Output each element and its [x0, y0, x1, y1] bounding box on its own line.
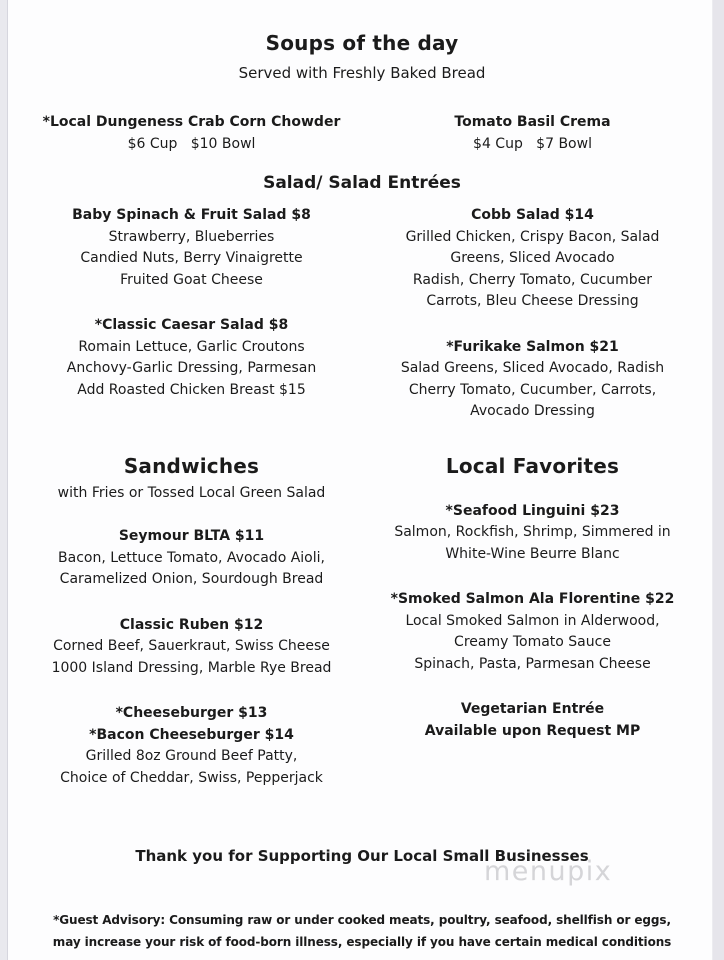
- soups-subtitle: Served with Freshly Baked Bread: [238, 64, 486, 82]
- menu-item-classic-ruben: [30, 615, 353, 680]
- menu-item-cheeseburger: [30, 703, 353, 789]
- item-name: *Furikake Salmon $21: [446, 338, 619, 355]
- menu-item-tomato-basil-crema: [371, 112, 694, 155]
- guest-advisory-line: may increase your risk of food-born illness, especially if you have certain medical conditions: [52, 935, 672, 949]
- menu-item-baby-spinach-salad: [30, 205, 353, 291]
- soups-title: Soups of the day: [265, 31, 459, 55]
- local-favorites-column: [371, 453, 694, 790]
- item-name: Baby Spinach & Fruit Salad $8: [72, 207, 311, 223]
- item-name: Available upon Request MP: [424, 722, 641, 739]
- guest-advisory: [30, 909, 694, 953]
- item-desc-line: Grilled Chicken, Crispy Bacon, Salad: [405, 228, 660, 245]
- salads-title: Salad/ Salad Entrées: [263, 173, 461, 193]
- item-desc-line: Cherry Tomato, Cucumber, Carrots,: [408, 381, 657, 398]
- item-desc-line: Greens, Sliced Avocado: [450, 250, 615, 266]
- item-name: Seymour BLTA $11: [118, 528, 265, 544]
- menu-item-seymour-blta: [30, 526, 353, 591]
- menu-item-vegetarian-entree: [371, 699, 694, 742]
- item-desc-line: Candied Nuts, Berry Vinaigrette: [80, 250, 303, 266]
- item-desc-line: Choice of Cheddar, Swiss, Pepperjack: [60, 769, 323, 786]
- item-name: Vegetarian Entrée: [460, 701, 605, 717]
- item-desc-line: Caramelized Onion, Sourdough Bread: [59, 571, 324, 587]
- sandwiches-column: [30, 453, 353, 790]
- menu-item-cobb-salad: [371, 205, 694, 313]
- item-desc-line: Add Roasted Chicken Breast $15: [77, 381, 306, 398]
- item-desc-line: Carrots, Bleu Cheese Dressing: [426, 293, 639, 309]
- salads-left-column: [30, 205, 353, 423]
- local-favorites-title: Local Favorites: [445, 453, 620, 478]
- item-name: Tomato Basil Crema: [454, 114, 611, 130]
- salads-right-column: [371, 205, 694, 423]
- item-price: $4 Cup $7 Bowl: [473, 135, 592, 152]
- item-price: $6 Cup $10 Bowl: [127, 135, 256, 152]
- item-desc-line: Local Smoked Salmon in Alderwood,: [405, 612, 660, 629]
- item-desc-line: Spinach, Pasta, Parmesan Cheese: [414, 655, 651, 672]
- soups-items: [30, 112, 694, 155]
- sandwiches-title: Sandwiches: [123, 453, 260, 478]
- item-desc-line: Creamy Tomato Sauce: [454, 634, 611, 650]
- item-desc-line: Bacon, Lettuce Tomato, Avocado Aioli,: [58, 549, 325, 566]
- item-desc-line: Corned Beef, Sauerkraut, Swiss Cheese: [53, 638, 330, 654]
- item-name: *Seafood Linguini $23: [445, 502, 620, 519]
- item-desc-line: Salad Greens, Sliced Avocado, Radish: [400, 360, 665, 376]
- item-desc-line: Romain Lettuce, Garlic Croutons: [78, 338, 305, 355]
- menu-item-crab-chowder: [30, 112, 353, 155]
- soups-section: [30, 30, 694, 155]
- item-desc-line: White-Wine Beurre Blanc: [445, 545, 620, 562]
- menu-item-seafood-linguini: [371, 501, 694, 566]
- item-name: *Bacon Cheeseburger $14: [89, 726, 294, 743]
- salads-section: [30, 171, 694, 423]
- item-desc-line: Anchovy-Garlic Dressing, Parmesan: [66, 360, 317, 376]
- menu-item-caesar-salad: [30, 315, 353, 401]
- item-name: *Classic Caesar Salad $8: [94, 317, 289, 333]
- menu-item-smoked-salmon-florentine: [371, 589, 694, 675]
- item-name: Cobb Salad $14: [471, 207, 594, 223]
- item-desc-line: Strawberry, Blueberries: [108, 228, 275, 245]
- menu-item-furikake-salmon: [371, 337, 694, 423]
- item-name: Classic Ruben $12: [119, 616, 264, 633]
- item-desc-line: Grilled 8oz Ground Beef Patty,: [85, 748, 298, 764]
- guest-advisory-line: *Guest Advisory: Consuming raw or under cooked meats, poultry, seafood, shellfish or eggs,: [53, 913, 671, 927]
- mains-section: [30, 453, 694, 790]
- thank-you-line: Thank you for Supporting Our Local Small Businesses: [135, 847, 589, 865]
- menupix-watermark: menupix: [484, 856, 613, 887]
- item-name: *Local Dungeness Crab Corn Chowder: [42, 114, 341, 130]
- item-desc-line: Avocado Dressing: [470, 403, 595, 419]
- item-desc-line: 1000 Island Dressing, Marble Rye Bread: [51, 659, 332, 676]
- item-desc-line: Salmon, Rockfish, Shrimp, Simmered in: [394, 524, 671, 540]
- item-name: *Cheeseburger $13: [115, 705, 268, 721]
- item-desc-line: Radish, Cherry Tomato, Cucumber: [412, 271, 653, 288]
- sandwiches-subtitle: with Fries or Tossed Local Green Salad: [57, 484, 326, 501]
- item-name: *Smoked Salmon Ala Florentine $22: [390, 591, 675, 607]
- item-desc-line: Fruited Goat Cheese: [120, 271, 263, 288]
